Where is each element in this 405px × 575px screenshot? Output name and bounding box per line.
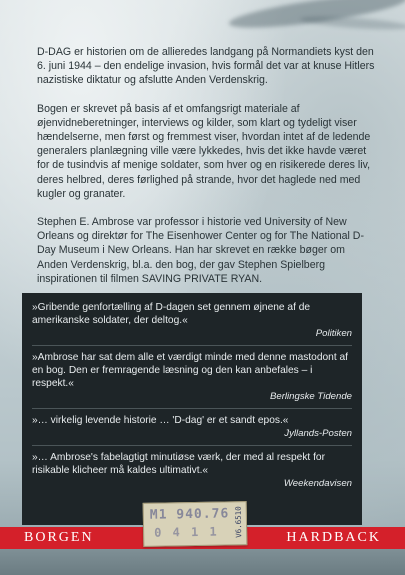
quote-source: Weekendavisen [283, 478, 352, 489]
sticker-stamp: 0 4 1 1 [154, 524, 219, 540]
quote-text: »… virkelig levende historie … 'D-dag' er et sandt epos.« [32, 415, 289, 426]
blurb-paragraph-intro: D-DAG er historien om de allieredes landgang på Normandiets kyst den 6. juni 1944 – den endelige invasion, hvis formål det var at knuse Hitlers nazistiske diktatur og afslutte Anden Verdenskrig. [37, 46, 375, 87]
quote-source: Berlingske Tidende [269, 391, 352, 402]
review-quotes-box [22, 293, 362, 525]
sticker-code: V6.6510 [233, 506, 244, 538]
format-label: HARDBACK [286, 530, 381, 545]
cover-texture [300, 14, 405, 32]
cover-bottom-strip [0, 549, 405, 575]
review-quote [32, 293, 352, 346]
quote-source: Jyllands-Posten [284, 428, 352, 439]
quote-source: Politiken [315, 328, 352, 339]
review-quote [32, 409, 352, 446]
blurb-text [37, 45, 377, 300]
sticker-stamp: M1 940.76 [149, 506, 230, 523]
quote-text: »… Ambrose's fabelagtigt minutiøse værk, der med al respekt for risikable klicheer må kaldes ultimativt.« [32, 452, 325, 476]
review-quote [32, 346, 352, 409]
quote-text: »Gribende genfortælling af D-dagen set gennem øjnene af de amerikanske soldater, der deltog.« [32, 302, 311, 326]
blurb-paragraph-author: Stephen E. Ambrose var professor i historie ved University of New Orleans og direktør for The Eisenhower Center og for The National D-Day Museum i New Orleans. Han har skrevet en række bøger om Anden Verdenskrig, bl.a. den bog, der gav Stephen Spielberg inspirationen til filmen SAVING PRIVATE RYAN. [37, 216, 364, 285]
review-quote [32, 446, 352, 495]
quote-text: »Ambrose har sat dem alle et værdigt minde med denne mastodont af en bog. Den er fremragende læsning og den kan anbefales – i respekt.« [32, 352, 348, 389]
blurb-paragraph-content: Bogen er skrevet på basis af et omfangsrigt materiale af øjenvidneberetninger, interviews og kilder, som klart og tydeligt viser hændelserne, men først og fremmest viser, hvordan intet af de ledende generalers planlægning ville være lykkedes, hvis det ikke havde været for de tusindvis af menige soldater, som hver og en risikerede deres liv, deres helbred, deres førlighed på strande, hvor det haglede ned med kugler og granater. [37, 102, 371, 200]
library-sticker [143, 501, 248, 547]
publisher-name: BORGEN [24, 530, 94, 545]
